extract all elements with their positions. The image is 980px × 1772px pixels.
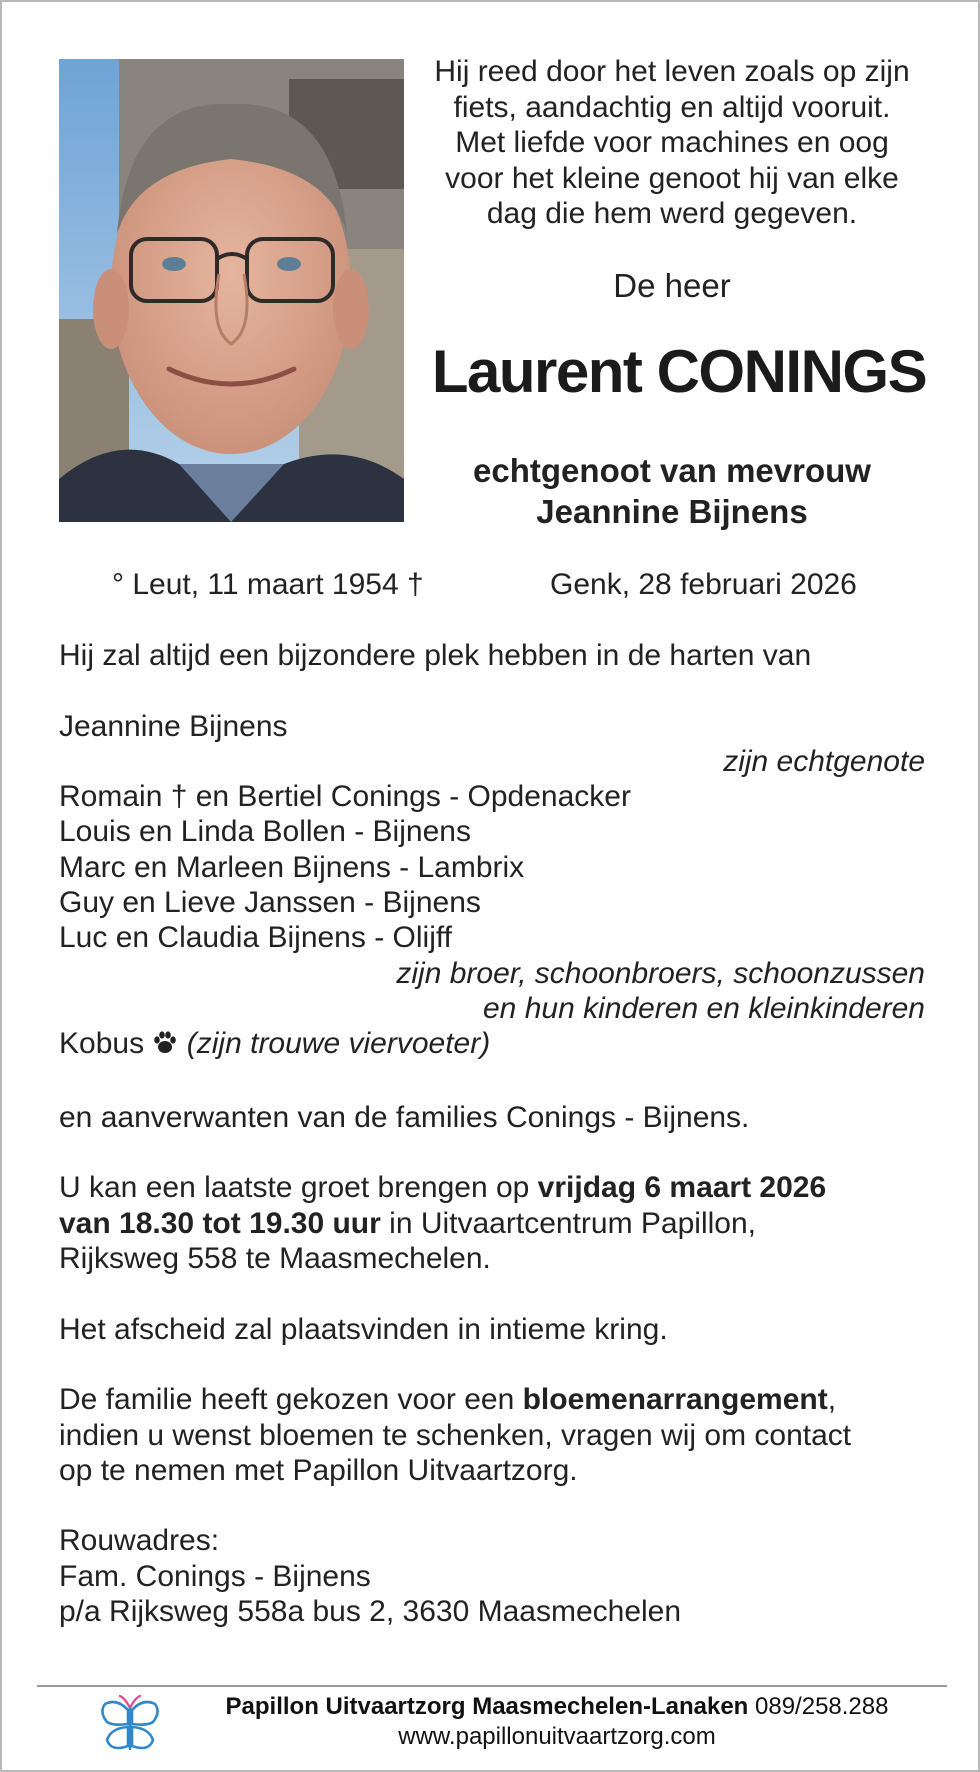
visit-pre: U kan een laatste groet brengen op: [59, 1171, 538, 1205]
pet-name: Kobus: [59, 1027, 145, 1061]
portrait-illustration: [59, 59, 404, 522]
address-street: p/a Rijksweg 558a bus 2, 3630 Maasmechelen: [59, 1595, 682, 1629]
poem-line: voor het kleine genoot hij van elke: [445, 161, 899, 195]
paw-icon: [152, 1029, 178, 1064]
poem: [422, 54, 922, 232]
wife-name: Jeannine Bijnens: [59, 709, 288, 743]
obituary-body: [59, 638, 925, 1629]
poem-line: dag die hem werd gegeven.: [486, 197, 858, 230]
portrait-photo: [59, 59, 404, 522]
spouse-line: [422, 450, 922, 532]
spouse-line-1: echtgenoot van mevrouw: [473, 452, 871, 489]
footer-company: Papillon Uitvaartzorg Maasmechelen-Lanaken: [225, 1693, 749, 1720]
family-member: Louis en Linda Bollen - Bijnens: [59, 815, 471, 849]
flowers-comma: ,: [827, 1383, 837, 1417]
family-member: Luc en Claudia Bijnens - Olijff: [59, 921, 452, 955]
poem-line: Hij reed door het leven zoals op zijn: [434, 55, 910, 88]
family-role: zijn broer, schoonbroers, schoonzussen: [396, 956, 925, 990]
family-role: en hun kinderen en kleinkinderen: [483, 991, 925, 1025]
poem-line: fiets, aandachtig en altijd vooruit.: [453, 90, 891, 124]
honorific: De heer: [613, 267, 731, 304]
flowers-line3: op te nemen met Papillon Uitvaartzorg.: [59, 1453, 578, 1487]
death-info: Genk, 28 februari 2026: [550, 568, 857, 601]
spouse-line-2: Jeannine Bijnens: [536, 493, 808, 530]
footer: [172, 1692, 942, 1752]
relatives-text: en aanverwanten van de families Conings - Bijnens.: [59, 1100, 750, 1134]
family-member: Romain † en Bertiel Conings - Opdenacker: [59, 780, 631, 814]
visit-time: van 18.30 tot 19.30 uur: [59, 1206, 381, 1240]
footer-company-line: [172, 1692, 942, 1722]
poem-line: Met liefde voor machines en oog: [455, 126, 889, 159]
butterfly-logo-icon: [97, 1692, 163, 1763]
address-label: Rouwadres:: [59, 1524, 220, 1558]
flowers-bold: bloemenarrangement: [522, 1383, 828, 1417]
pet-line: [59, 1026, 925, 1064]
footer-divider: [37, 1685, 947, 1687]
wife-role: zijn echtgenote: [723, 744, 925, 778]
address-family: Fam. Conings - Bijnens: [59, 1559, 371, 1593]
pet-description: (zijn trouwe viervoeter): [186, 1027, 491, 1061]
flowers-line2: indien u wenst bloemen te schenken, vragen wij om contact: [59, 1418, 852, 1452]
family-member: Guy en Lieve Janssen - Bijnens: [59, 886, 481, 920]
deceased-name: Laurent CONINGS: [431, 338, 927, 405]
visit-date: vrijdag 6 maart 2026: [537, 1171, 827, 1205]
intro-text: Hij zal altijd een bijzondere plek hebben in de harten van: [59, 639, 812, 672]
footer-website[interactable]: www.papillonuitvaartzorg.com: [398, 1723, 716, 1750]
visit-address: Rijksweg 558 te Maasmechelen.: [59, 1242, 491, 1276]
footer-phone[interactable]: 089/258.288: [748, 1693, 889, 1720]
birth-info: ° Leut, 11 maart 1954 †: [112, 568, 424, 601]
visit-post: in Uitvaartcentrum Papillon,: [380, 1206, 756, 1240]
visitation-text: [59, 1170, 925, 1276]
family-member: Marc en Marleen Bijnens - Lambrix: [59, 850, 525, 884]
flowers-text: [59, 1382, 925, 1488]
flowers-pre: De familie heeft gekozen voor een: [59, 1383, 523, 1417]
farewell-text: Het afscheid zal plaatsvinden in intieme kring.: [59, 1312, 668, 1346]
